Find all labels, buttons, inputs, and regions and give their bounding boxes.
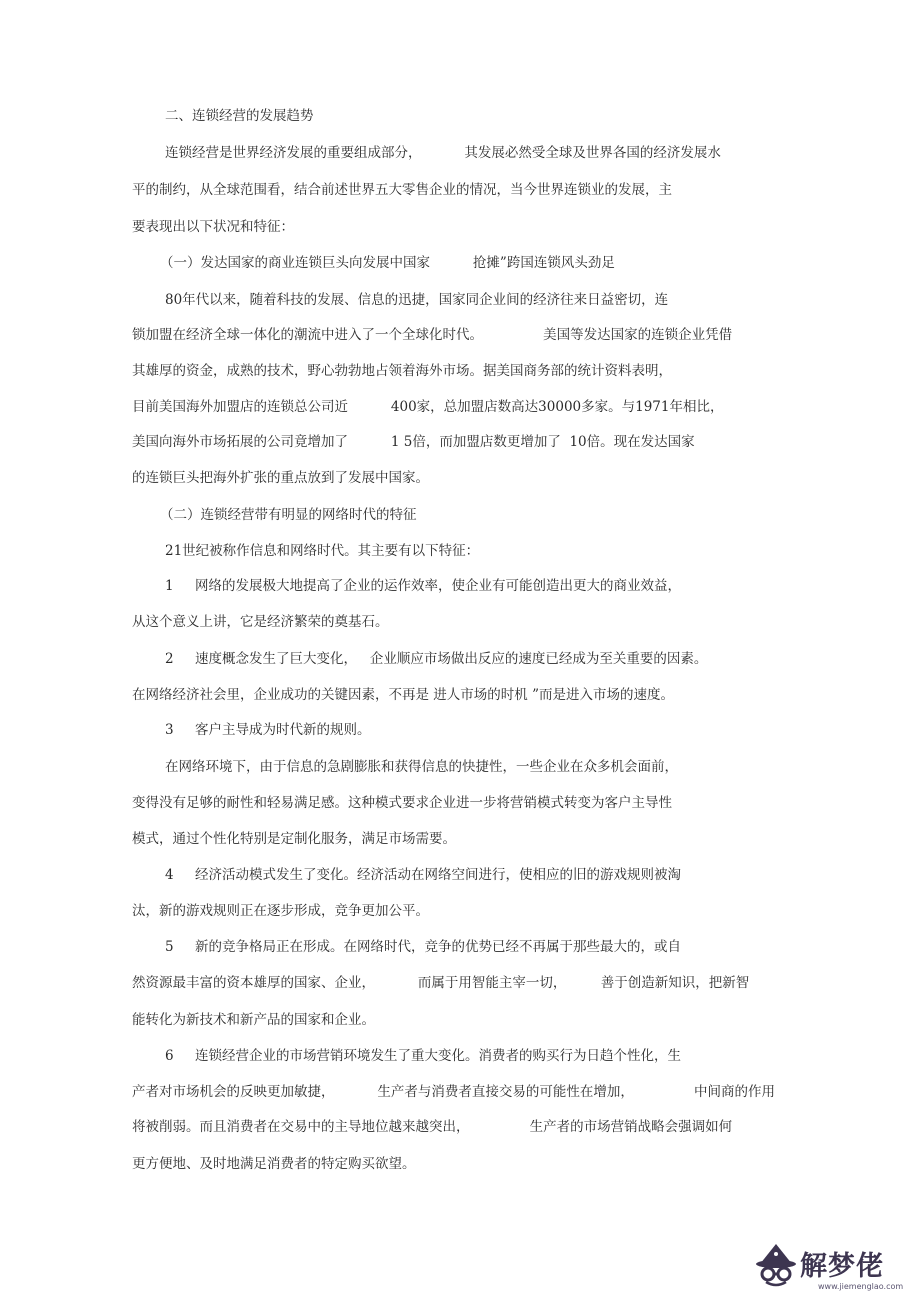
list-item-line: 6 连锁经营企业的市场营销环境发生了重大变化。消费者的购买行为日趋个性化，生 xyxy=(165,1048,682,1064)
paragraph-line: 汰，新的游戏规则正在逐步形成，竞争更加公平。 xyxy=(132,903,429,919)
paragraph-line: 21世纪被称作信息和网络时代。其主要有以下特征： xyxy=(165,543,480,559)
paragraph-line: 目前美国海外加盟店的连锁总公司近 400家，总加盟店数高达30000多家。与1971年相比， xyxy=(132,399,724,415)
paragraph-line: 连锁经营是世界经济发展的重要组成部分， 其发展必然受全球及世界各国的经济发展水 xyxy=(165,145,721,161)
paragraph-line: 美国向海外市场拓展的公司竟增加了 1 5倍，而加盟店数更增加了 10倍。现在发达国家 xyxy=(132,434,695,450)
section-heading: 二、连锁经营的发展趋势 xyxy=(165,108,314,124)
wizard-hat-glasses-icon xyxy=(754,1242,798,1288)
list-item-line: 2 速度概念发生了巨大变化， 企业顺应市场做出反应的速度已经成为至关重要的因素。 xyxy=(165,651,708,667)
watermark-logo xyxy=(752,1238,912,1298)
subsection-heading: （二）连锁经营带有明显的网络时代的特征 xyxy=(160,507,417,523)
list-item-line: 4 经济活动模式发生了变化。经济活动在网络空间进行，使相应的旧的游戏规则被淘 xyxy=(165,867,682,883)
paragraph-line: 锁加盟在经济全球一体化的潮流中进入了一个全球化时代。 美国等发达国家的连锁企业凭借 xyxy=(132,327,733,343)
paragraph-line: 平的制约，从全球范围看，结合前述世界五大零售企业的情况，当今世界连锁业的发展，主 xyxy=(132,182,672,198)
paragraph-line: 其雄厚的资金，成熟的技术，野心勃勃地占领着海外市场。据美国商务部的统计资料表明， xyxy=(132,363,672,379)
list-item-line: 3 客户主导成为时代新的规则。 xyxy=(165,722,371,738)
watermark-name: 解梦佬 xyxy=(800,1251,884,1282)
list-item-line: 5 新的竞争格局正在形成。在网络时代，竞争的优势已经不再属于那些最大的，或自 xyxy=(165,939,682,955)
paragraph-line: 80年代以来，随着科技的发展、信息的迅捷，国家同企业间的经济往来日益密切，连 xyxy=(165,292,669,308)
subsection-heading: （一）发达国家的商业连锁巨头向发展中国家 抢摊”跨国连锁风头劲足 xyxy=(160,255,615,271)
paragraph-line: 在网络经济社会里，企业成功的关键因素，不再是 进人市场的时机 ”而是进入市场的速度。 xyxy=(132,687,674,703)
list-item-line: 1 网络的发展极大地提高了企业的运作效率，使企业有可能创造出更大的商业效益， xyxy=(165,578,682,594)
paragraph-line: 能转化为新技术和新产品的国家和企业。 xyxy=(132,1012,375,1028)
paragraph-line: 将被削弱。而且消费者在交易中的主导地位越来越突出， 生产者的市场营销战略会强调如何 xyxy=(132,1119,733,1135)
paragraph-line: 变得没有足够的耐性和轻易满足感。这种模式要求企业进一步将营销模式转变为客户主导性 xyxy=(132,795,672,811)
paragraph-line: 要表现出以下状况和特征： xyxy=(132,219,294,235)
paragraph-line: 产者对市场机会的反映更加敏捷， 生产者与消费者直接交易的可能性在增加， 中间商的作用 xyxy=(132,1084,775,1100)
paragraph-line: 从这个意义上讲，它是经济繁荣的奠基石。 xyxy=(132,614,389,630)
paragraph-line: 然资源最丰富的资本雄厚的国家、企业， 而属于用智能主宰一切， 善于创造新知识，把新智 xyxy=(132,975,750,991)
watermark-url: www.jiemenglao.com xyxy=(818,1282,904,1291)
paragraph-line: 的连锁巨头把海外扩张的重点放到了发展中国家。 xyxy=(132,470,429,486)
paragraph-line: 在网络环境下，由于信息的急剧膨胀和获得信息的快捷性，一些企业在众多机会面前， xyxy=(165,759,678,775)
paragraph-line: 更方便地、及时地满足消费者的特定购买欲望。 xyxy=(132,1156,416,1172)
paragraph-line: 模式，通过个性化特别是定制化服务，满足市场需要。 xyxy=(132,831,456,847)
